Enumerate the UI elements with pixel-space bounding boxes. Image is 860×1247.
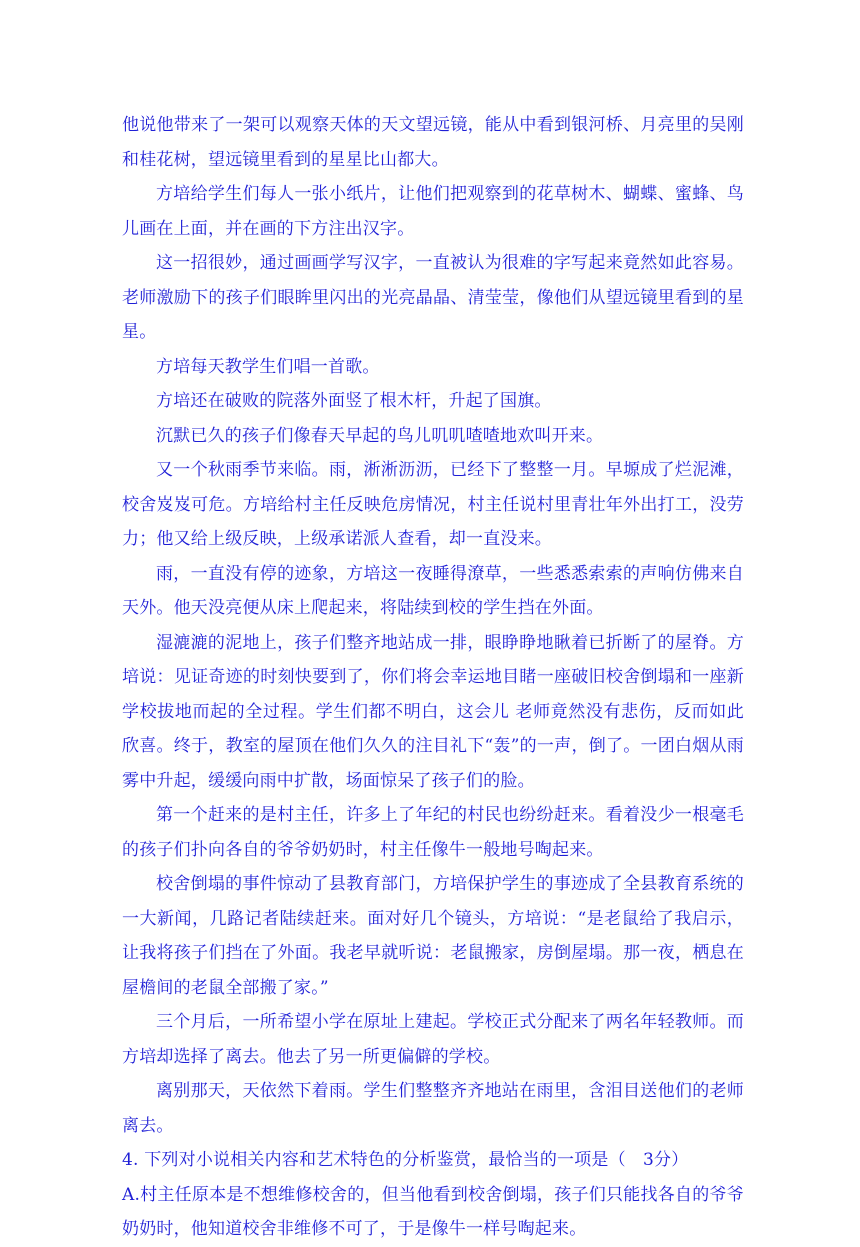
passage-paragraph-8: 雨，一直没有停的迹象，方培这一夜睡得潦草，一些悉悉索索的声响仿佛来自天外。他天没亮便从床上爬起来，将陆续到校的学生挡在外面。	[122, 563, 744, 618]
passage-paragraph-6: 沉默已久的孩子们像春天早起的鸟儿叽叽喳喳地欢叫开来。	[156, 425, 604, 446]
passage-paragraph-1: 他说他带来了一架可以观察天体的天文望远镜，能从中看到银河桥、月亮里的吴刚和桂花树，望远镜里看到的星星比山都大。	[122, 115, 744, 170]
passage-paragraph-13: 离别那天，天依然下着雨。学生们整整齐齐地站在雨里，含泪目送他们的老师离去。	[122, 1081, 744, 1136]
passage-paragraph-3: 这一招很妙，通过画画学写汉字，一直被认为很难的字写起来竟然如此容易。老师激励下的孩子们眼眸里闪出的光亮晶晶、清莹莹，像他们从望远镜里看到的星星。	[122, 253, 744, 342]
question-option-a: A.村主任原本是不想维修校舍的，但当他看到校舍倒塌，孩子们只能找各自的爷爷奶奶时，他知道校舍非维修不可了，于是像牛一样号啕起来。	[122, 1184, 744, 1239]
passage-paragraph-12: 三个月后，一所希望小学在原址上建起。学校正式分配来了两名年轻教师。而方培却选择了离去。他去了另一所更偏僻的学校。	[122, 1012, 744, 1067]
passage-paragraph-11: 校舍倒塌的事件惊动了县教育部门，方培保护学生的事迹成了全县教育系统的一大新闻，几路记者陆续赶来。面对好几个镜头，方培说：“是老鼠给了我启示，让我将孩子们挡在了外面。我老早就听说：老鼠搬家，房倒屋塌。那一夜，栖息在屋檐间的老鼠全部搬了家。”	[122, 874, 744, 998]
passage-paragraph-10: 第一个赶来的是村主任，许多上了年纪的村民也纷纷赶来。看着没少一根毫毛的孩子们扑向各自的爷爷奶奶时，村主任像牛一般地号啕起来。	[122, 805, 744, 860]
passage-paragraph-7: 又一个秋雨季节来临。雨，淅淅沥沥，已经下了整整一月。早塬成了烂泥滩，校舍岌岌可危。方培给村主任反映危房情况，村主任说村里青壮年外出打工，没劳力；他又给上级反映，上级承诺派人查看，却一直没来。	[122, 460, 744, 549]
question-stem: 4. 下列对小说相关内容和艺术特色的分析鉴赏，最恰当的一项是（ 3分）	[122, 1150, 689, 1170]
passage-paragraph-9: 湿漉漉的泥地上，孩子们整齐地站成一排，眼睁睁地瞅着已折断了的屋脊。方培说：见证奇迹的时刻快要到了，你们将会幸运地目睹一座破旧校舍倒塌和一座新学校拔地而起的全过程。学生们都不明白，这会儿 老师竟然没有悲伤，反而如此欣喜。终于，教室的屋顶在他们久久的注目礼下“轰”的一声，倒了。一团白烟从雨雾中升起，缓缓向雨中扩散，场面惊呆了孩子们的脸。	[122, 632, 744, 791]
passage-paragraph-5: 方培还在破败的院落外面竖了根木杆，升起了国旗。	[156, 391, 552, 411]
passage-paragraph-4: 方培每天教学生们唱一首歌。	[156, 356, 380, 377]
passage-paragraph-2: 方培给学生们每人一张小纸片，让他们把观察到的花草树木、蝴蝶、蜜蜂、鸟儿画在上面，并在画的下方注出汉字。	[122, 184, 744, 239]
